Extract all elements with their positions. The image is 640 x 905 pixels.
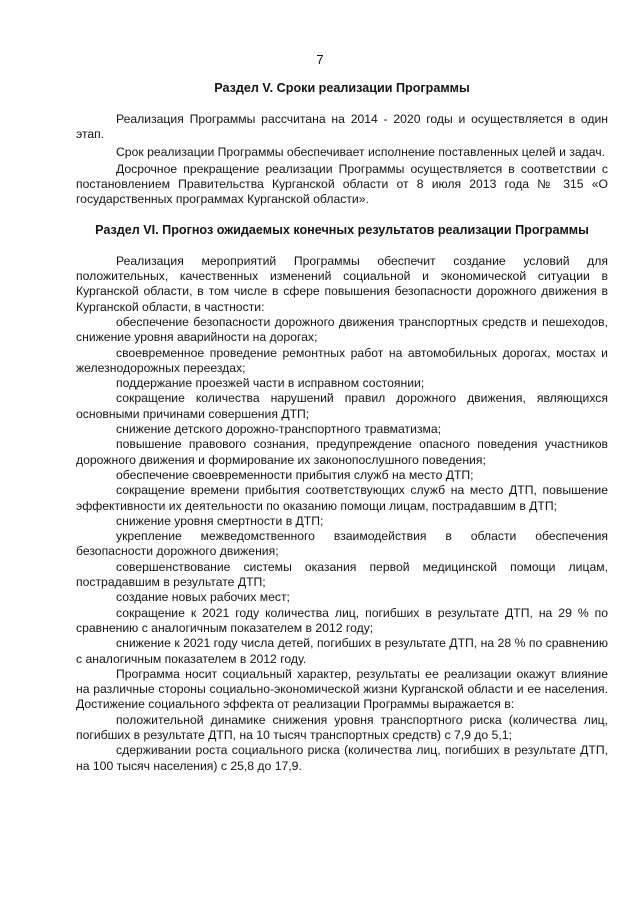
list-item: обеспечение своевременности прибытия служб на место ДТП;: [116, 467, 474, 482]
paragraph: Срок реализации Программы обеспечивает исполнение поставленных целей и задач.: [116, 144, 606, 159]
list-item: снижение детского дорожно-транспортного травматизма;: [116, 422, 442, 437]
paragraph: Досрочное прекращение реализации Программы осуществляется в соответствии с постановлением Правительства Курганской области от 8 июля 2013 года № 315 «О государственных программах Курганской области».: [76, 161, 608, 207]
section-6: [76, 222, 608, 774]
section-5-title: Раздел V. Сроки реализации Программы: [214, 81, 470, 95]
list-item: сокращение количества нарушений правил дорожного движения, являющихся основными причинами совершения ДТП;: [76, 391, 608, 421]
list-item: сокращение к 2021 году количества лиц, погибших в результате ДТП, на 29 % по сравнению с аналогичным показателем в 2012 году;: [76, 605, 608, 635]
document-body: [76, 80, 608, 774]
list-item: обеспечение безопасности дорожного движения транспортных средств и пешеходов, снижение уровня аварийности на дорогах;: [76, 314, 608, 345]
list-item: укрепление межведомственного взаимодействия в области обеспечения безопасности дорожного движения;: [76, 529, 608, 559]
section-6-title: Раздел VI. Прогноз ожидаемых конечных результатов реализации Программы: [95, 222, 589, 237]
paragraph: Программа носит социальный характер, результаты ее реализации окажут влияние на различные стороны социально-экономической жизни Курганской области и ее населения. Достижение социального эффекта от реализации Программы выражается в:: [76, 666, 608, 712]
section-5: [76, 80, 608, 208]
paragraph: Реализация Программы рассчитана на 2014 - 2020 годы и осуществляется в один этап.: [76, 112, 608, 142]
list-item: сдерживании роста социального риска (количества лиц, погибших в результате ДТП, на 100 тысяч населения) с 25,8 до 17,9.: [76, 743, 608, 773]
list-item: снижение уровня смертности в ДТП;: [116, 513, 324, 528]
list-item: совершенствование системы оказания первой медицинской помощи лицам, пострадавшим в результате ДТП;: [76, 559, 608, 590]
list-item: своевременное проведение ремонтных работ на автомобильных дорогах, мостах и железнодорожных переездах;: [76, 345, 608, 375]
list-item: сокращение времени прибытия соответствующих служб на место ДТП, повышение эффективности их деятельности по оказанию помощи лицам, пострадавшим в ДТП;: [76, 483, 608, 513]
list-item: снижение к 2021 году числа детей, погибших в результате ДТП, на 28 % по сравнению с аналогичным показателем в 2012 году.: [76, 636, 608, 666]
list-item: повышение правового сознания, предупреждение опасного поведения участников дорожного движения и формирование их законопослушного поведения;: [76, 437, 608, 467]
list-item: поддержание проезжей части в исправном состоянии;: [116, 376, 425, 391]
list-item: положительной динамике снижения уровня транспортного риска (количества лиц, погибших в результате ДТП, на 10 тысяч транспортных средств) с 7,9 до 5,1;: [76, 712, 608, 742]
paragraph: Реализация мероприятий Программы обеспечит создание условий для положительных, качественных изменений социальной и экономической ситуации в Курганской области, в том числе в сфере повышения безопасности дорожного движения в Курганской области, в частности:: [76, 253, 608, 314]
list-item: создание новых рабочих мест;: [116, 590, 290, 605]
page-number: 7: [316, 52, 324, 67]
